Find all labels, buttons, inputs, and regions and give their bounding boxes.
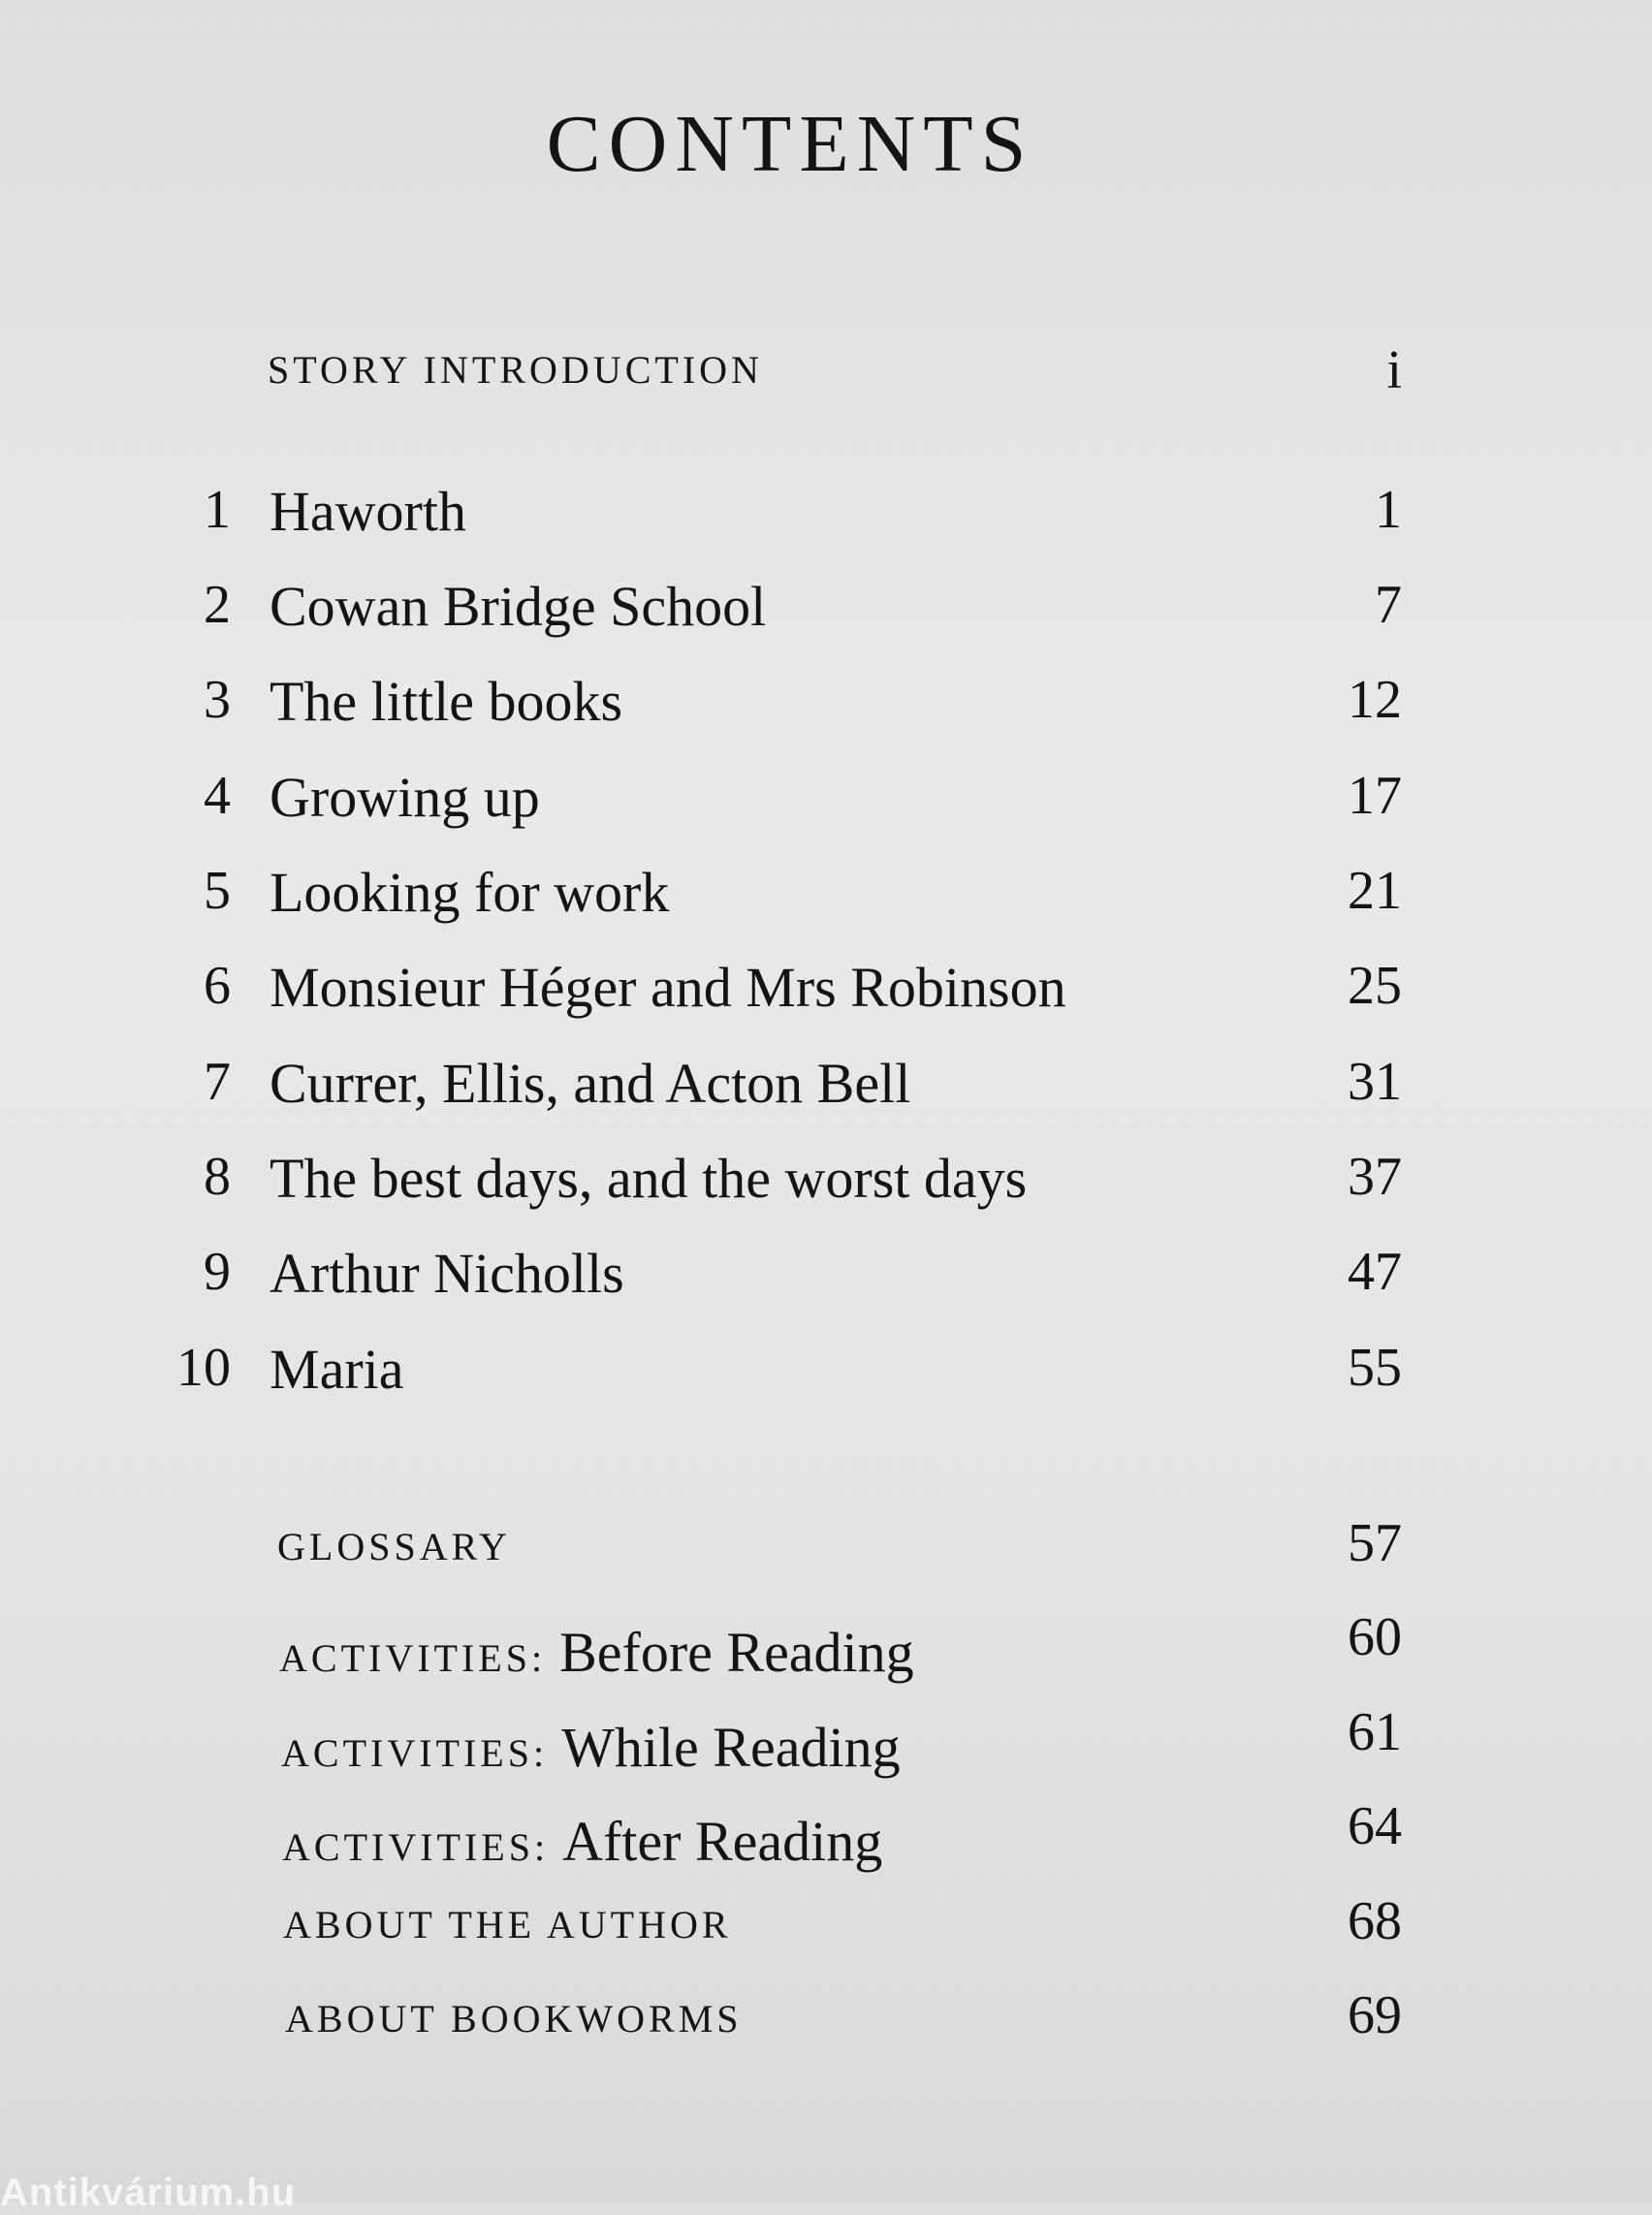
toc-chapter — [0, 669, 1652, 746]
back-matter-label — [281, 1715, 901, 1780]
chapter-number: 5 — [204, 861, 231, 921]
toc-back-matter — [0, 1512, 1652, 1590]
chapter-page: 21 — [1348, 861, 1402, 921]
back-matter-page: 57 — [1348, 1513, 1402, 1573]
chapter-number: 10 — [176, 1338, 231, 1398]
toc-chapter — [0, 1146, 1652, 1223]
back-matter-label: ABOUT THE AUTHOR — [283, 1903, 732, 1946]
toc-back-matter — [0, 1890, 1652, 1968]
toc-chapter — [0, 574, 1652, 651]
back-matter-page: 68 — [1348, 1891, 1402, 1951]
chapter-title: Currer, Ellis, and Acton Bell — [270, 1052, 911, 1115]
toc-entry-label: STORY INTRODUCTION — [268, 348, 763, 392]
toc-back-matter — [0, 1984, 1652, 2062]
toc-chapter — [0, 860, 1652, 937]
back-matter-label: ABOUT BOOKWORMS — [285, 1997, 743, 2041]
chapter-page: 17 — [1348, 766, 1402, 826]
chapter-number: 6 — [204, 956, 231, 1016]
back-matter-page: 60 — [1348, 1607, 1402, 1667]
toc-entry-intro — [0, 339, 1652, 417]
chapter-page: 55 — [1348, 1338, 1402, 1398]
back-matter-label-caps: ACTIVITIES: — [279, 1636, 547, 1680]
page-title: CONTENTS — [546, 99, 1034, 189]
chapter-number: 1 — [204, 480, 231, 540]
chapter-title: The best days, and the worst days — [270, 1147, 1028, 1210]
toc-chapter — [0, 479, 1652, 556]
chapter-page: 25 — [1348, 956, 1402, 1016]
chapter-page: 12 — [1348, 670, 1402, 730]
watermark-text: Antikvárium.hu — [0, 2171, 297, 2214]
chapter-page: 31 — [1348, 1052, 1402, 1112]
back-matter-label — [279, 1620, 914, 1685]
toc-back-matter — [0, 1701, 1652, 1779]
back-matter-page: 64 — [1348, 1796, 1402, 1856]
chapter-title: Cowan Bridge School — [270, 575, 767, 638]
chapter-number: 2 — [204, 575, 231, 635]
chapter-title: The little books — [270, 670, 623, 733]
chapter-page: 37 — [1348, 1147, 1402, 1207]
toc-chapter — [0, 955, 1652, 1032]
back-matter-label-caps: ACTIVITIES: — [282, 1825, 550, 1869]
chapter-number: 7 — [204, 1052, 231, 1112]
back-matter-page: 61 — [1348, 1702, 1402, 1762]
back-matter-label-caps: ACTIVITIES: — [281, 1731, 549, 1775]
chapter-number: 4 — [204, 766, 231, 826]
chapter-title: Growing up — [270, 766, 540, 829]
back-matter-subtitle: Before Reading — [559, 1621, 914, 1684]
chapter-title: Maria — [270, 1338, 404, 1401]
chapter-page: 47 — [1348, 1242, 1402, 1302]
toc-back-matter — [0, 1606, 1652, 1684]
chapter-number: 8 — [204, 1147, 231, 1207]
toc-chapter — [0, 1051, 1652, 1128]
chapter-title: Arthur Nicholls — [270, 1242, 624, 1305]
toc-entry-page: i — [1386, 340, 1402, 400]
back-matter-subtitle: While Reading — [561, 1716, 901, 1779]
back-matter-label — [282, 1809, 882, 1874]
toc-back-matter — [0, 1795, 1652, 1873]
chapter-title: Looking for work — [270, 861, 670, 924]
toc-chapter — [0, 1241, 1652, 1318]
back-matter-label: GLOSSARY — [277, 1525, 511, 1568]
back-matter-page: 69 — [1348, 1985, 1402, 2045]
toc-chapter — [0, 1337, 1652, 1414]
chapter-page: 1 — [1375, 480, 1402, 540]
back-matter-subtitle: After Reading — [562, 1810, 883, 1873]
chapter-title: Haworth — [270, 480, 466, 543]
toc-chapter — [0, 765, 1652, 842]
chapter-page: 7 — [1375, 575, 1402, 635]
chapter-number: 3 — [204, 670, 231, 730]
chapter-number: 9 — [204, 1242, 231, 1302]
chapter-title: Monsieur Héger and Mrs Robinson — [270, 956, 1066, 1019]
